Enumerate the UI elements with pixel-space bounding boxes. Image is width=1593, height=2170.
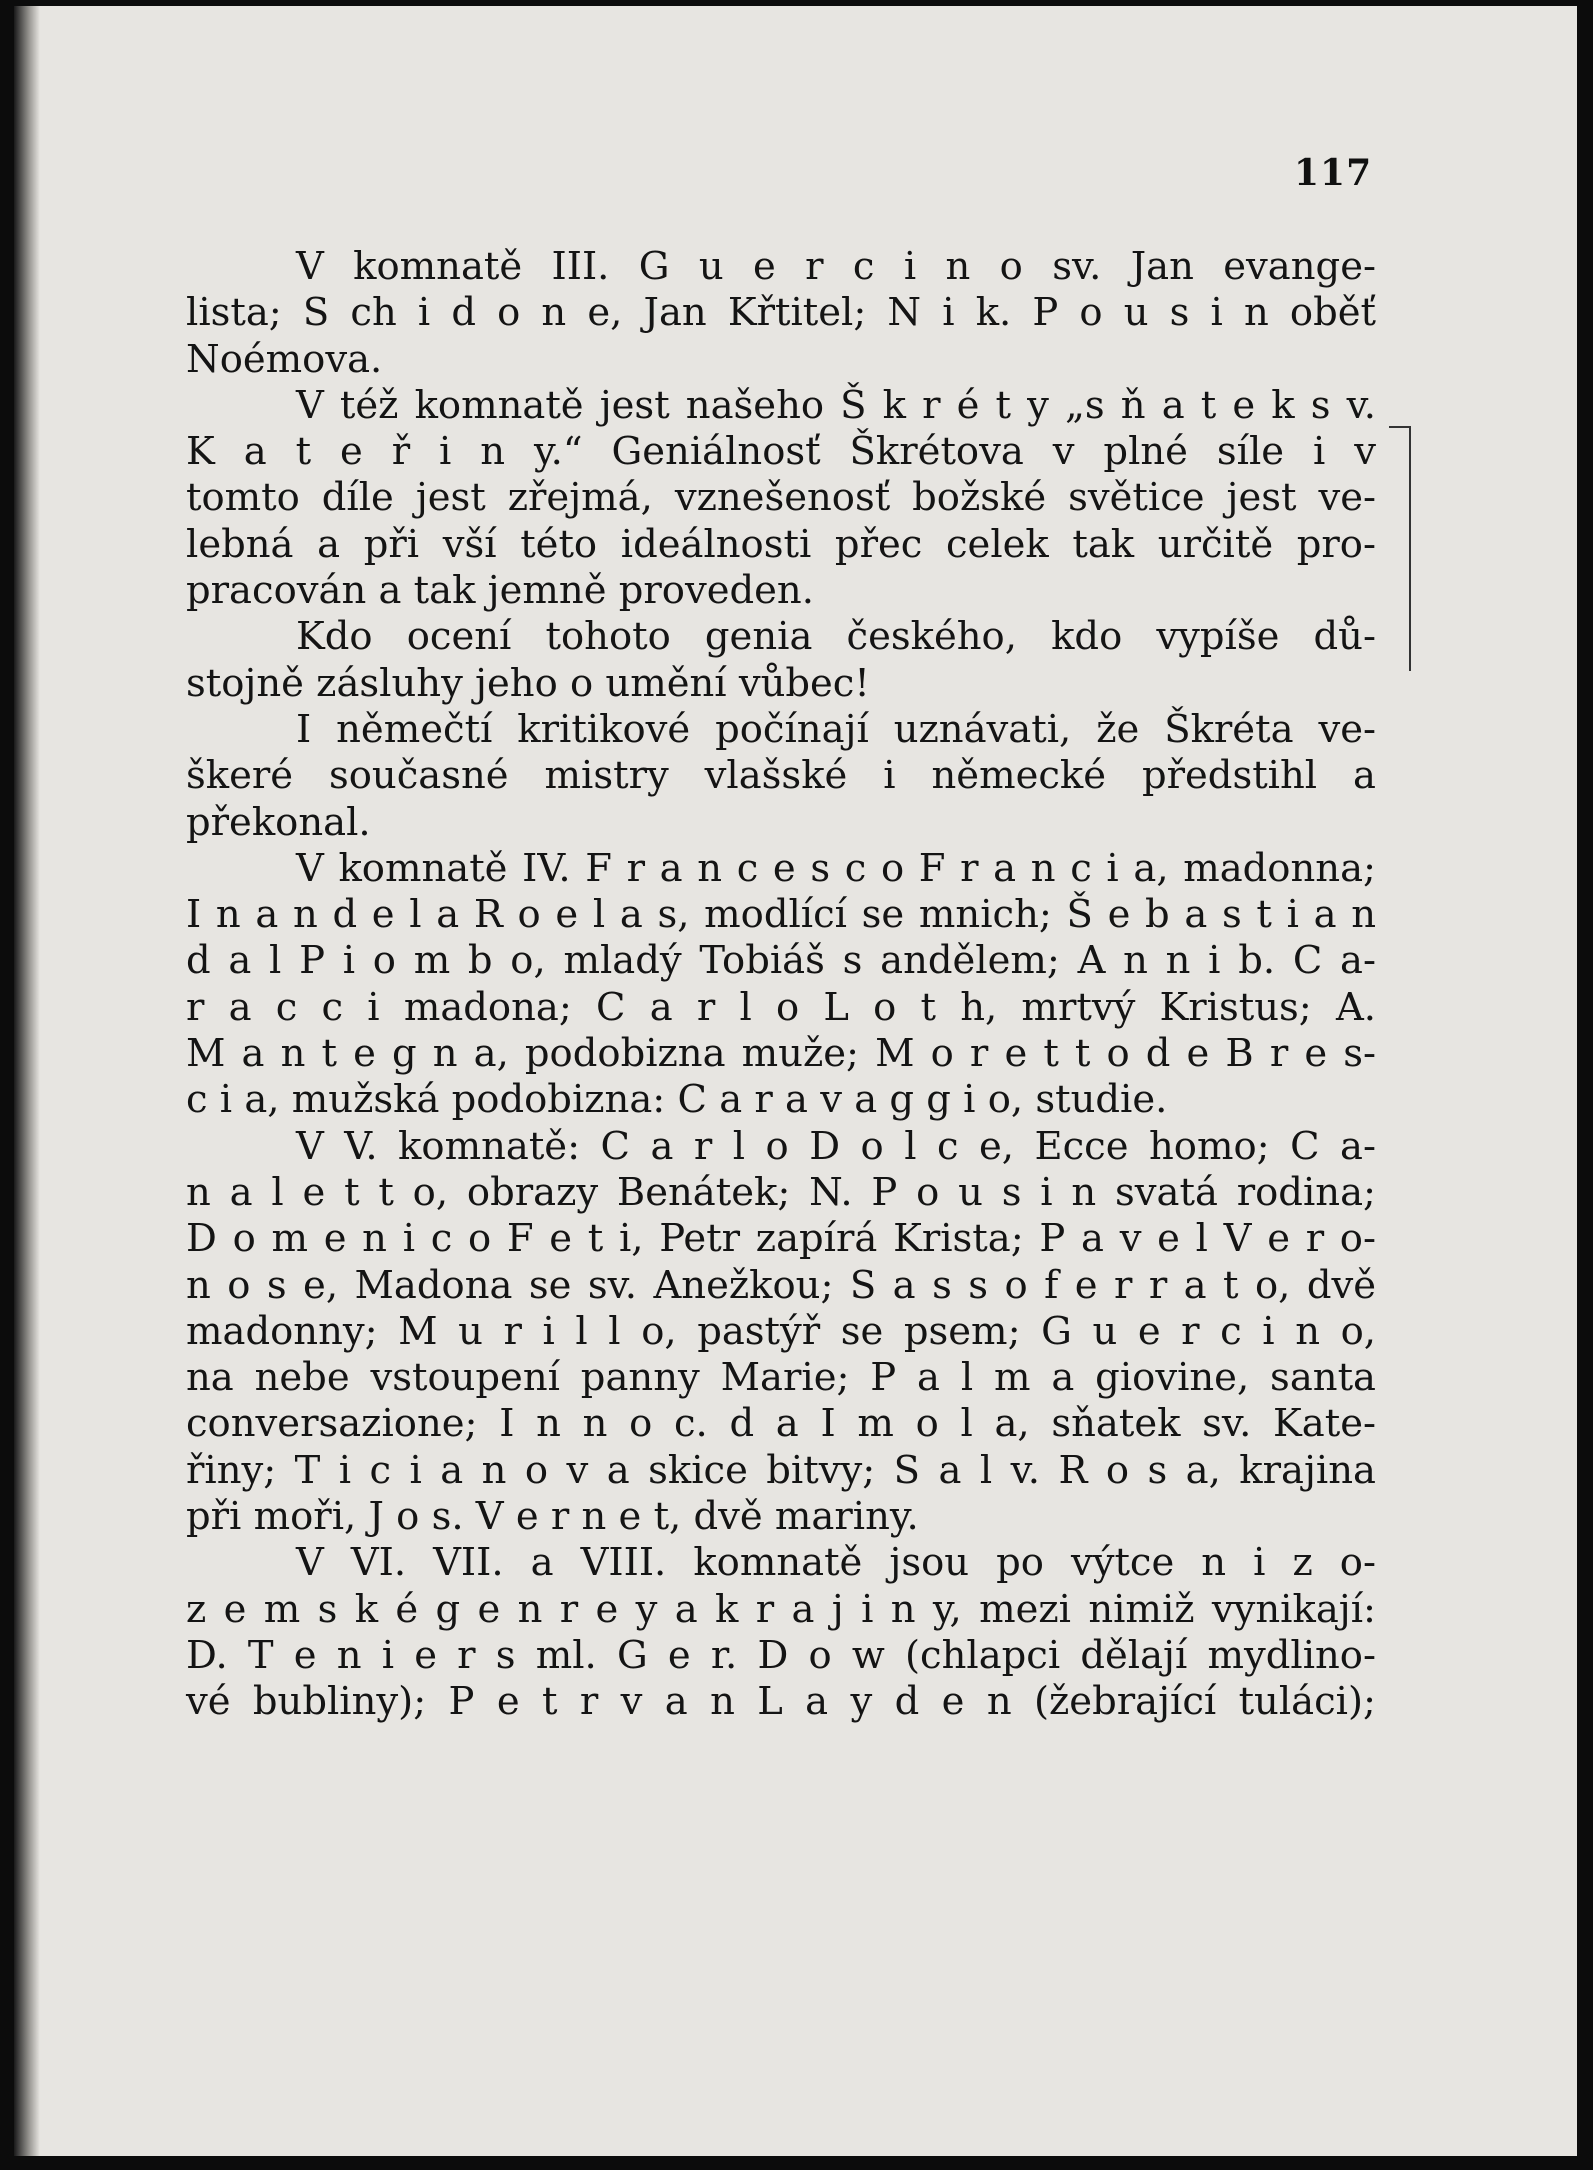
text-line: n o s e, Madona se sv. Anežkou; S a s s o f e r r a t o, dvě — [186, 1262, 1376, 1308]
book-page — [14, 6, 1577, 2156]
text-line: překonal. — [186, 799, 371, 845]
text-line: c i a, mužská podobizna: C a r a v a g g i o, studie. — [186, 1077, 1168, 1123]
text-line: I němečtí kritikové počínají uznávati, že Škréta ve- — [296, 706, 1376, 752]
text-line: Kdo ocení tohoto genia českého, kdo vypíše dů- — [296, 614, 1376, 660]
text-line: stojně zásluhy jeho o umění vůbec! — [186, 660, 870, 706]
text-line: madonny; M u r i l l o, pastýř se psem; G u e r c i n o, — [186, 1308, 1376, 1354]
text-line: vé bubliny); P e t r v a n L a y d e n (žebrající tuláci); — [186, 1679, 1376, 1725]
text-line: D o m e n i c o F e t i, Petr zapírá Krista; P a v e l V e r o- — [186, 1216, 1376, 1262]
body-text — [186, 244, 1376, 1726]
text-line: při moři, J o s. V e r n e t, dvě mariny. — [186, 1494, 919, 1540]
text-line: M a n t e g n a, podobizna muže; M o r e t t o d e B r e s- — [186, 1031, 1376, 1077]
text-line: D. T e n i e r s ml. G e r. D o w (chlapci dělají mydlino- — [186, 1632, 1376, 1678]
text-line: řiny; T i c i a n o v a skice bitvy; S a l v. R o s a, krajina — [186, 1447, 1376, 1493]
text-line: K a t e ř i n y.“ Geniálnosť Škrétova v plné síle i v — [186, 429, 1376, 475]
text-line: V též komnatě jest našeho Š k r é t y „s ň a t e k s v. — [296, 382, 1376, 428]
text-line: V komnatě IV. F r a n c e s c o F r a n c i a, madonna; — [296, 845, 1376, 891]
text-line: V VI. VII. a VIII. komnatě jsou po výtce n i z o- — [296, 1540, 1376, 1586]
text-line: na nebe vstoupení panny Marie; P a l m a giovine, santa — [186, 1355, 1376, 1401]
text-line: V V. komnatě: C a r l o D o l c e, Ecce homo; C a- — [296, 1123, 1376, 1169]
text-line: z e m s k é g e n r e y a k r a j i n y, mezi nimiž vynikají: — [186, 1586, 1376, 1632]
margin-bracket-top — [1389, 426, 1411, 428]
page-number: 117 — [1294, 152, 1373, 194]
margin-bracket — [1409, 426, 1411, 671]
text-line: škeré současné mistry vlašské i německé předstihl a — [186, 753, 1376, 799]
text-line: conversazione; I n n o c. d a I m o l a, sňatek sv. Kate- — [186, 1401, 1376, 1447]
text-line: lebná a při vší této ideálnosti přec celek tak určitě pro- — [186, 521, 1376, 567]
text-line: I n a n d e l a R o e l a s, modlící se mnich; Š e b a s t i a n — [186, 892, 1376, 938]
page-binding-shadow — [14, 6, 40, 2156]
text-line: n a l e t t o, obrazy Benátek; N. P o u s i n svatá rodina; — [186, 1169, 1376, 1215]
text-line: V komnatě III. G u e r c i n o sv. Jan evange- — [296, 244, 1376, 289]
text-line: pracován a tak jemně proveden. — [186, 568, 814, 614]
text-line: lista; S ch i d o n e, Jan Křtitel; N i k. P o u s i n oběť — [186, 290, 1376, 336]
text-line: r a c c i madona; C a r l o L o t h, mrtvý Kristus; A. — [186, 984, 1376, 1030]
text-line: d a l P i o m b o, mladý Tobiáš s andělem; A n n i b. C a- — [186, 938, 1376, 984]
text-line: tomto díle jest zřejmá, vznešenosť božské světice jest ve- — [186, 475, 1376, 521]
text-line: Noémova. — [186, 336, 383, 382]
